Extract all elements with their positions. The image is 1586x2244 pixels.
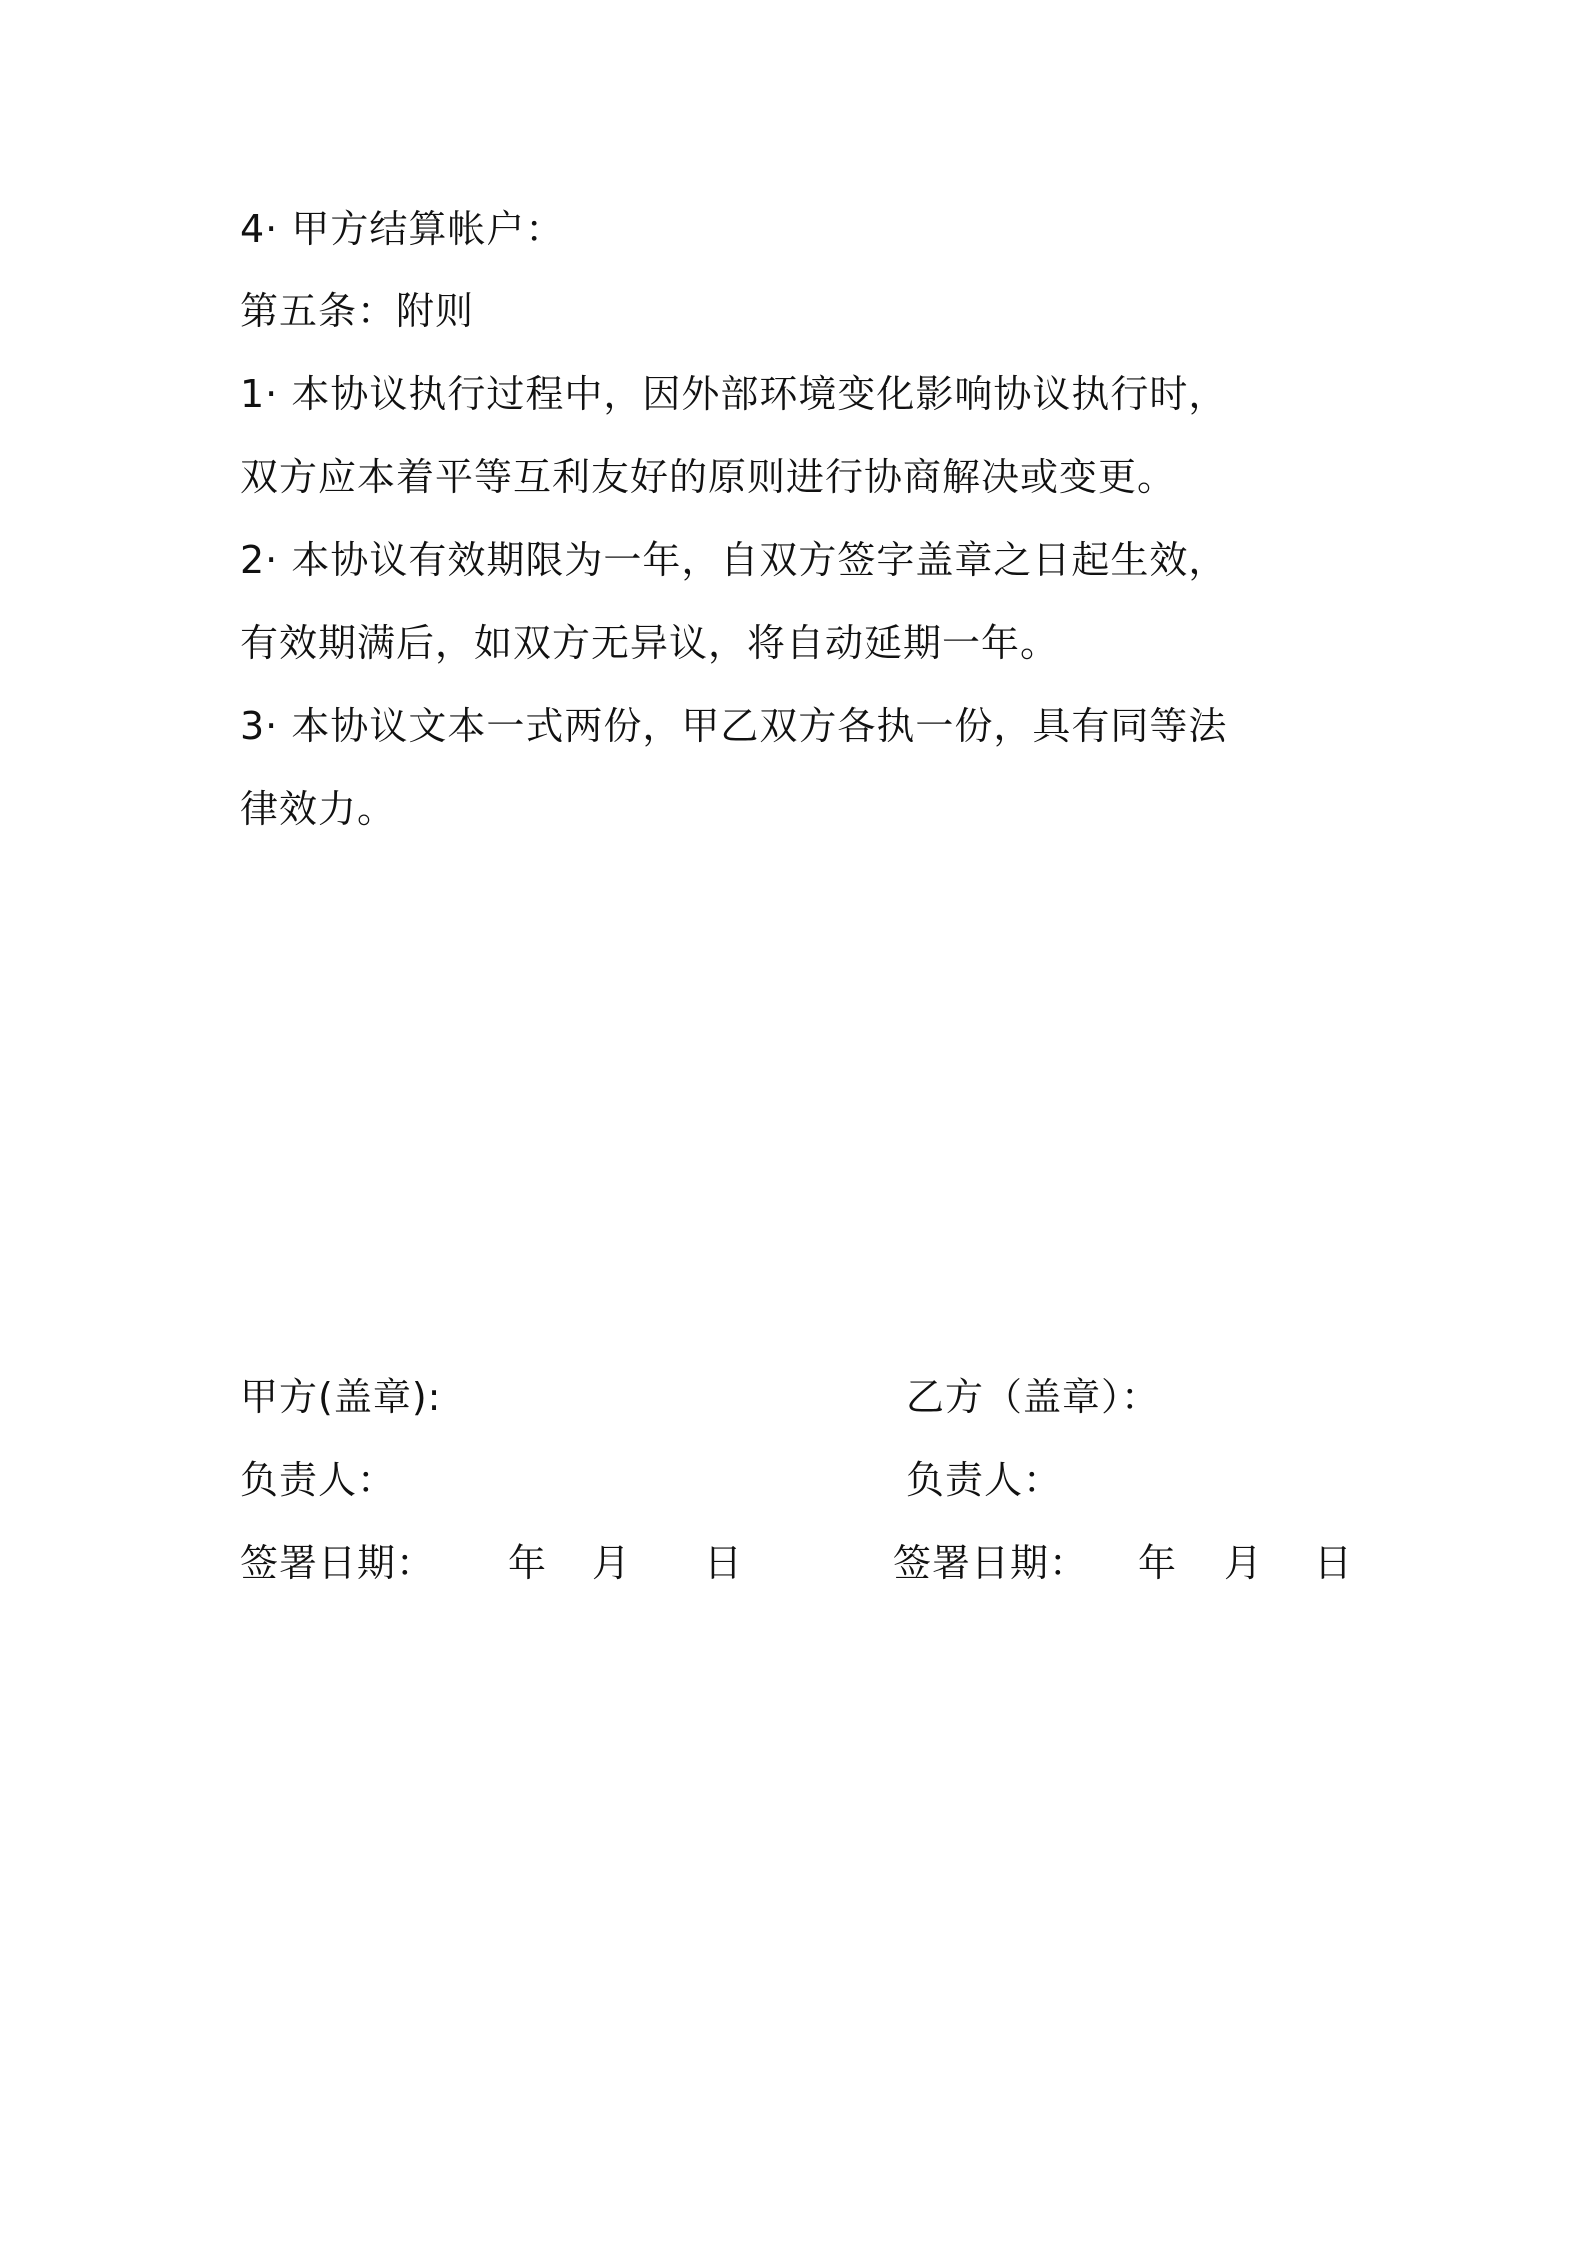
supplementary-2-line-2: 有效期满后，如双方无异议，将自动延期一年。 bbox=[240, 621, 1060, 665]
party-a-stamp-label: 甲方(盖章): bbox=[240, 1375, 442, 1419]
party-b-date-label: 签署日期： bbox=[893, 1541, 1089, 1585]
supplementary-1-line-1: 1· 本协议执行过程中，因外部环境变化影响协议执行时， bbox=[240, 372, 1228, 416]
party-b-year: 年 bbox=[1138, 1541, 1177, 1585]
supplementary-3-line-2: 律效力。 bbox=[240, 787, 397, 831]
party-a-year: 年 bbox=[508, 1541, 547, 1585]
party-a-responsible-label: 负责人： bbox=[240, 1458, 397, 1502]
party-b-stamp-label: 乙方（盖章）： bbox=[906, 1375, 1161, 1419]
supplementary-3-line-1: 3· 本协议文本一式两份，甲乙双方各执一份，具有同等法 bbox=[240, 704, 1228, 748]
article-5-heading: 第五条：附则 bbox=[240, 289, 475, 333]
party-a-date-label: 签署日期： bbox=[240, 1541, 436, 1585]
party-a-day: 日 bbox=[704, 1541, 743, 1585]
party-b-month: 月 bbox=[1224, 1541, 1263, 1585]
party-b-day: 日 bbox=[1314, 1541, 1353, 1585]
supplementary-2-line-1: 2· 本协议有效期限为一年，自双方签字盖章之日起生效， bbox=[240, 538, 1228, 582]
clause-4-account: 4· 甲方结算帐户： bbox=[240, 207, 565, 251]
party-b-responsible-label: 负责人： bbox=[906, 1458, 1063, 1502]
supplementary-1-line-2: 双方应本着平等互利友好的原则进行协商解决或变更。 bbox=[240, 455, 1177, 499]
party-a-month: 月 bbox=[592, 1541, 631, 1585]
